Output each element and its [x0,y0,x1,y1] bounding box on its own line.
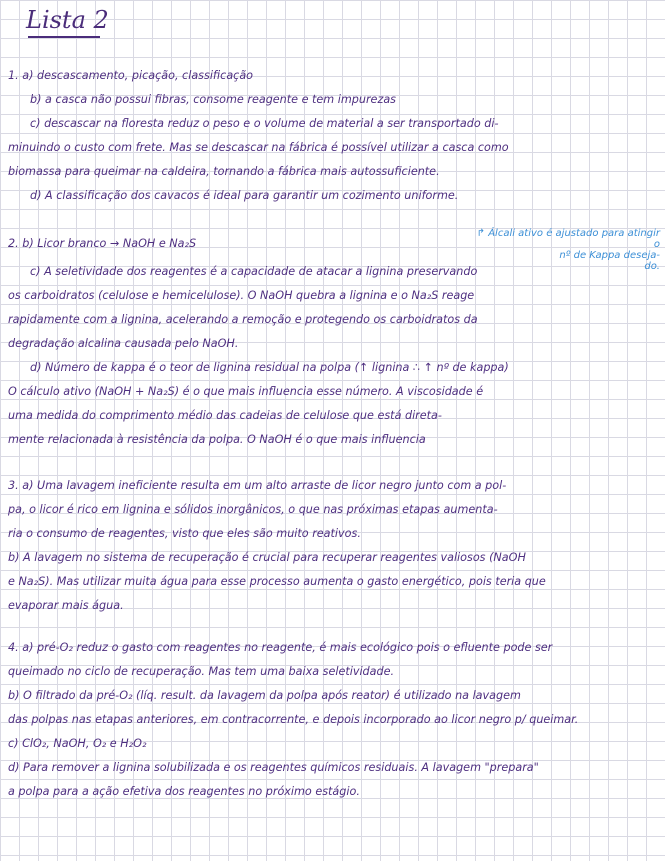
margin-note-line: ↱ Álcali ativo é ajustado para atingir o [476,228,660,250]
page-title: Lista 2 [26,6,109,34]
text-line: os carboidratos (celulose e hemicelulose). O NaOH quebra a lignina e o Na₂S reage [8,289,475,302]
text-line: uma medida do comprimento médio das cadeias de celulose que está direta- [8,409,442,422]
text-line: e Na₂S). Mas utilizar muita água para esse processo aumenta o gasto energético, pois teria que [8,575,546,588]
text-line: O cálculo ativo (NaOH + Na₂S) é o que mais influencia esse número. A viscosidade é [8,385,484,398]
text-line: mente relacionada à resistência da polpa. O NaOH é o que mais influencia [8,433,426,446]
text-line: das polpas nas etapas anteriores, em contracorrente, e depois incorporado ao licor negro p/ queimar. [8,713,579,726]
margin-note-line: nº de Kappa deseja- [559,250,660,261]
text-line: minuindo o custo com frete. Mas se descascar na fábrica é possível utilizar a casca como [8,141,509,154]
text-line: d) Para remover a lignina solubilizada e os reagentes químicos residuais. A lavagem "prepara" [8,761,539,774]
text-line: degradação alcalina causada pelo NaOH. [8,337,239,350]
text-line: rapidamente com a lignina, acelerando a remoção e protegendo os carboidratos da [8,313,478,326]
text-line: 3. a) Uma lavagem ineficiente resulta em um alto arraste de licor negro junto com a pol- [8,479,507,492]
text-line: c) ClO₂, NaOH, O₂ e H₂O₂ [8,737,147,750]
margin-note-line: do. [644,261,660,272]
text-line: 2. b) Licor branco → NaOH e Na₂S [8,237,197,250]
text-line: a polpa para a ação efetiva dos reagentes no próximo estágio. [8,785,360,798]
text-line: 1. a) descascamento, picação, classificação [8,69,254,82]
text-line: pa, o licor é rico em lignina e sólidos inorgânicos, o que nas próximas etapas aumenta- [8,503,498,516]
title-underline [28,36,100,38]
text-line: d) A classificação dos cavacos é ideal para garantir um cozimento uniforme. [30,189,459,202]
text-line: queimado no ciclo de recuperação. Mas tem uma baixa seletividade. [8,665,395,678]
text-line: b) a casca não possui fibras, consome reagente e tem impurezas [30,93,396,106]
text-line: 4. a) pré-O₂ reduz o gasto com reagentes no reagente, é mais ecológico pois o efluente pode ser [8,641,553,654]
text-line: c) A seletividade dos reagentes é a capacidade de atacar a lignina preservando [30,265,478,278]
text-line: evaporar mais água. [8,599,124,612]
text-line: ria o consumo de reagentes, visto que eles são muito reativos. [8,527,361,540]
text-line: d) Número de kappa é o teor de lignina residual na polpa (↑ lignina ∴ ↑ nº de kappa) [30,361,509,374]
text-line: b) A lavagem no sistema de recuperação é crucial para recuperar reagentes valiosos (NaOH [8,551,526,564]
text-line: b) O filtrado da pré-O₂ (líq. result. da lavagem da polpa após reator) é utilizado na lavagem [8,689,521,702]
text-line: c) descascar na floresta reduz o peso e o volume de material a ser transportado di- [30,117,499,130]
text-line: biomassa para queimar na caldeira, tornando a fábrica mais autossuficiente. [8,165,440,178]
